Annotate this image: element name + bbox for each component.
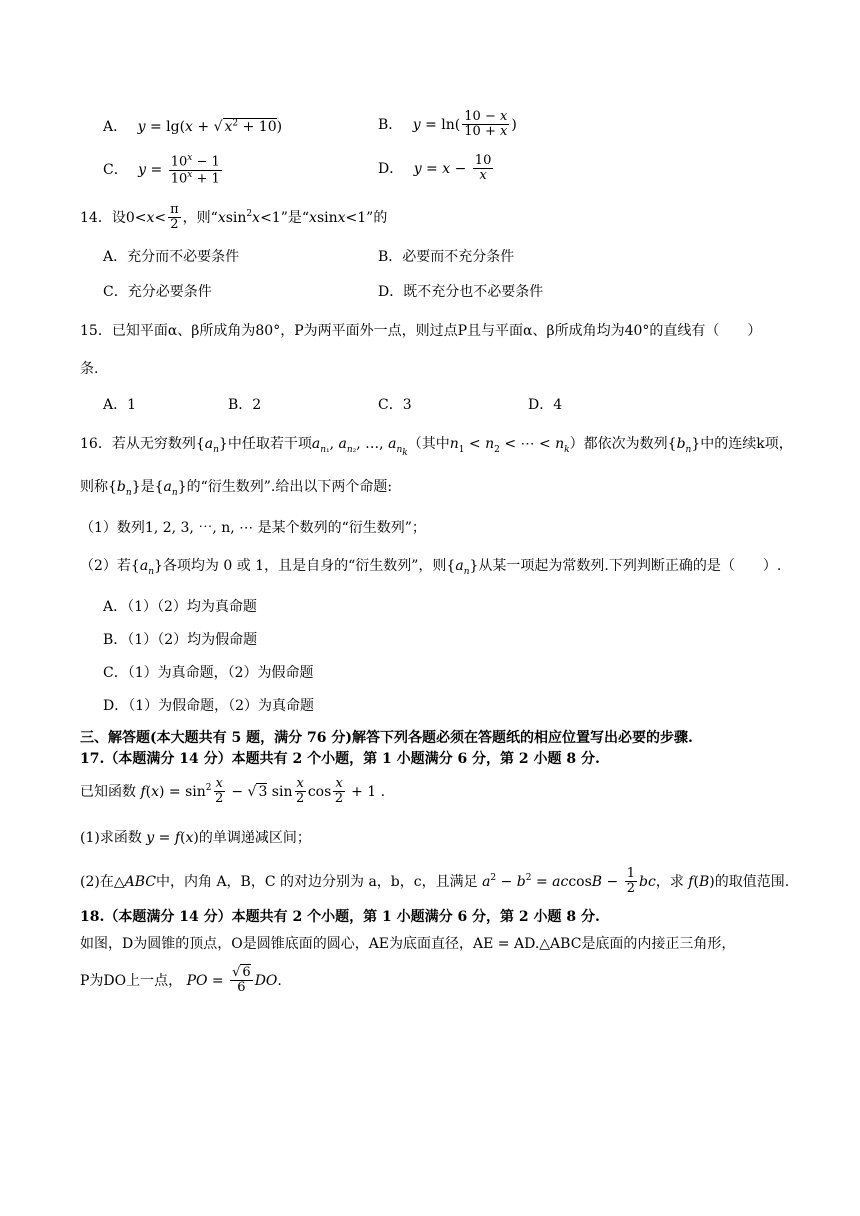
- section-3-heading: 三、解答题(本大题共有 5 题，满分 76 分)解答下列各题必须在答题纸的相应位置写出必要的步骤.: [80, 730, 693, 746]
- q15-stem: 15．已知平面α、β所成角为80°，P为两平面外一点，则过点P且与平面α、β所成角均为40°的直线有（ ）: [80, 323, 762, 339]
- q18-line-1: 如图，D为圆锥的顶点，O是圆锥底面的圆心，AE为底面直径，AE = AD.△ABC是底面的内接正三角形，: [80, 936, 736, 952]
- q14-option-d: D．既不充分也不必要条件: [378, 284, 544, 300]
- q16-option-a: A．（1）（2）均为真命题: [103, 599, 257, 615]
- question-number: 16．: [80, 436, 112, 452]
- q16-option-c: C．（1）为真命题，（2）为假命题: [103, 665, 314, 681]
- q18-heading: 18.（本题满分 14 分）本题共有 2 个小题，第 1 小题满分 6 分，第 2 小题 8 分.: [80, 909, 600, 925]
- q17-part-1: (1)求函数 y = f(x)的单调递减区间；: [80, 830, 311, 846]
- q16-proposition-2: （2）若$\{a_n\}$各项均为 0 或 1，且是自身的“衍生数列”，则$\{a_n\}$从某一项起为常数列.下列判断正确的是（ ）.: [80, 558, 782, 577]
- question-number: 15．: [80, 323, 112, 339]
- q18-line-2: P为DO上一点， PO = $\frac{√ 6}{6}$ DO.: [80, 965, 282, 996]
- q13-option-c: C． y = $\frac{10^x - 1}{10^x + 1}$: [103, 153, 220, 186]
- question-number: 14．: [80, 209, 112, 226]
- q14-option-a: A．充分而不必要条件: [103, 249, 240, 265]
- q13-option-a: A． y = lg(x + √ $x^2 + 10$): [103, 118, 283, 135]
- option-label: D．: [378, 160, 404, 177]
- q14-option-c: C．充分必要条件: [103, 284, 212, 300]
- q17-part-2: (2)在△ABC中，内角 A，B，C 的对边分别为 a，b，c，且满足 $a^2 - b^2 = accosB$ − $\frac{1}{2}$ bc，求 f(B)的取值范围.: [80, 866, 790, 897]
- q13-option-b: B． y = ln( $\frac{10 - x}{10 + x}$ ): [378, 109, 517, 140]
- q15-stem-cont: 条.: [80, 361, 99, 377]
- q13-option-d: D． y = x − $\frac{10}{x}$: [378, 153, 492, 184]
- option-label: B．: [378, 116, 403, 133]
- q15-option-d: D．4: [528, 397, 563, 413]
- q15-option-b: B．2: [228, 397, 262, 413]
- q15-option-c: C．3: [378, 397, 412, 413]
- q14-stem: 14．设0<x< $\frac{\pi}{2}$ ，则“xsin$^2$x<1”是“xsinx<1”的: [80, 202, 388, 233]
- q16-option-d: D．（1）为假命题，（2）为真命题: [103, 698, 315, 714]
- q16-stem: 16．若从无穷数列$\{a_n\}$中任取若干项$a_{n_1}$, $a_{n_2}$, …, $a_{n_k}$（其中$n_1 < n_2$ < ⋯ < $n_k$）都依次为数列$\{b_n\}$中的连续k项，: [80, 436, 793, 458]
- q16-stem-line2: 则称$\{b_n\}$是$\{a_n\}$的“衍生数列”.给出以下两个命题:: [80, 479, 393, 498]
- option-label: A．: [103, 119, 128, 135]
- q17-heading: 17.（本题满分 14 分）本题共有 2 个小题，第 1 小题满分 6 分，第 2 小题 8 分.: [80, 751, 600, 767]
- q15-option-a: A．1: [103, 397, 137, 413]
- q14-option-b: B．必要而不充分条件: [378, 249, 515, 265]
- q17-function: 已知函数 $f(x) = \sin^2$ $\frac{x}{2}$ − √ 3 sin $\frac{x}{2}$ cos $\frac{x}{2}$ + 1 .: [80, 776, 386, 807]
- q16-option-b: B．（1）（2）均为假命题: [103, 632, 258, 648]
- q16-proposition-1: （1）数列1, 2, 3, ⋯, n, ⋯ 是某个数列的“衍生数列”；: [80, 520, 426, 536]
- option-label: C．: [103, 162, 128, 179]
